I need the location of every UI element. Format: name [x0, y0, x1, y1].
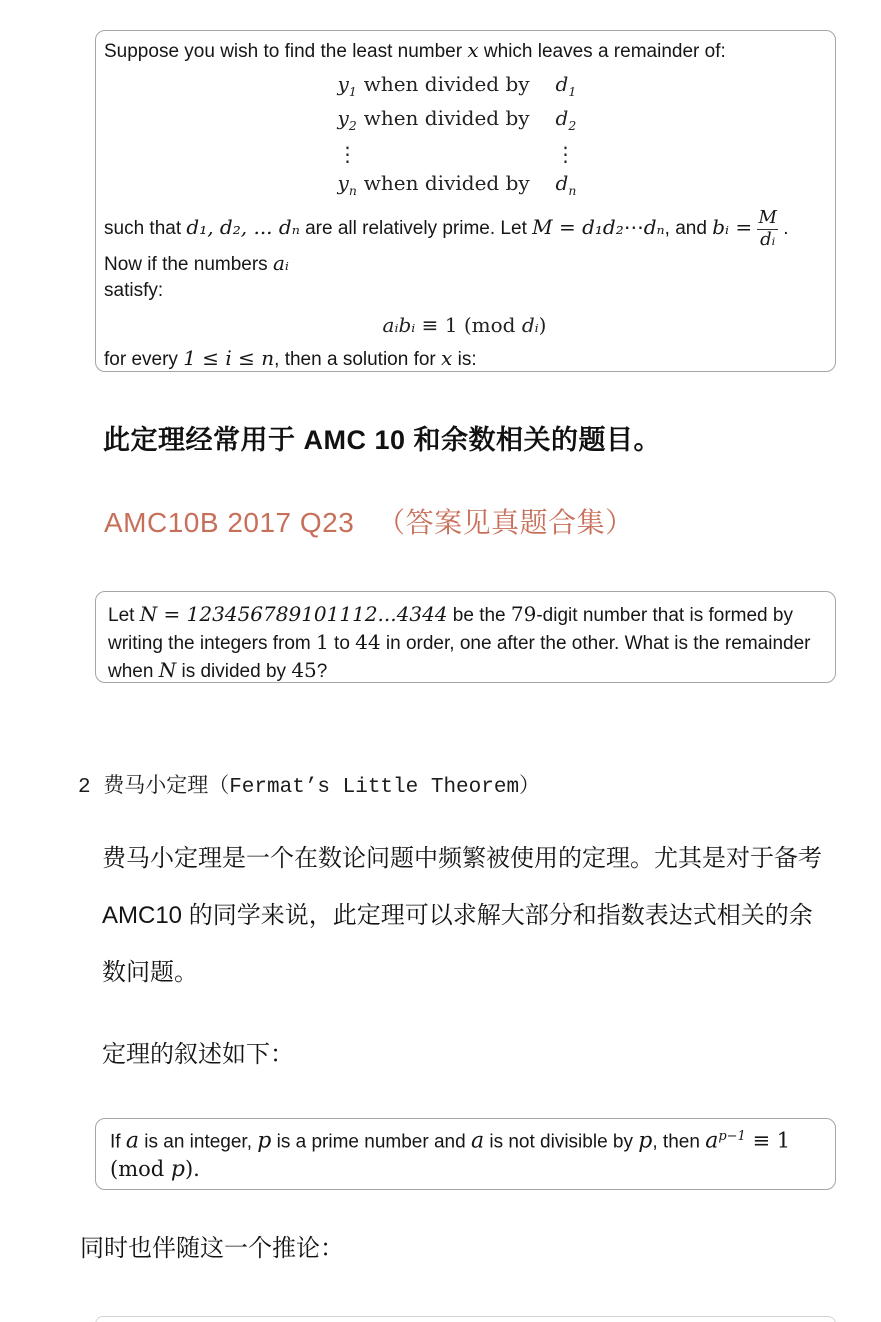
- corollary-intro-text: 同时也伴随这一个推论：: [80, 1235, 344, 1262]
- next-box-cut-off: [95, 1316, 836, 1322]
- crt-row-vdots: ⋮ ⋮: [337, 142, 576, 166]
- paragraph-line-3: 数问题。: [102, 959, 198, 986]
- crt-row-n: $y_n$ when divided by $d_n$: [337, 171, 577, 198]
- crt-row-1: $y_1$ when divided by $d_1$: [337, 72, 577, 99]
- crt-intro-line: Suppose you wish to find the least number x which leaves a remainder of:: [104, 38, 726, 62]
- crt-solution-line: for every 1 ≤ i ≤ n, then a solution for x is:: [104, 346, 477, 371]
- amc-problem-box: [95, 591, 836, 683]
- crt-remainder-rows: [338, 71, 592, 204]
- problem-heading: AMC10B 2017 Q23 （答案见真题合集）: [104, 507, 634, 538]
- crt-theorem-box: [95, 30, 836, 372]
- paragraph-line-2: AMC10 的同学来说，此定理可以求解大部分和指数表达式相关的余: [102, 902, 813, 929]
- paragraph-line-1: 费马小定理是一个在数论问题中频繁被使用的定理。尤其是对于备考: [102, 845, 822, 872]
- crt-satisfy-line: satisfy:: [104, 280, 164, 302]
- statement-intro-text: 定理的叙述如下：: [102, 1041, 294, 1068]
- problem-statement: Let N = 123456789101112...4344 be the 79-digit number that is formed by writing the integers from 1 to 44 in order, one after the other. What is the remainder when N is divided by 45?: [108, 602, 811, 682]
- crt-row-2: $y_2$ when divided by $d_2$: [337, 106, 577, 133]
- fraction-M-over-di: $\frac{M}{\text{dᵢ}}$: [758, 207, 777, 250]
- section-heading-fermat: 2 费马小定理（Fermat’s Little Theorem）: [78, 776, 541, 799]
- fermat-statement: If a is an integer, p is a prime number and a is not divisible by p, then $a^{p-1} \equiv 1$ (mod p).: [110, 1128, 791, 1182]
- crt-condition-line: such that d₁, d₂, ... dₙ are all relatively prime. Let M = d₁d₂⋯dₙ, and bᵢ = $\frac{M}{\text{dᵢ}}$ . Now if the numbers aᵢ: [104, 207, 789, 276]
- crt-congruence-equation: aᵢbᵢ ≡ 1 (mod dᵢ): [382, 313, 547, 338]
- fermat-theorem-box: [95, 1118, 836, 1190]
- usage-note-text: 此定理经常用于 AMC 10 和余数相关的题目。: [103, 425, 662, 455]
- fermat-intro-paragraph: [102, 830, 822, 1001]
